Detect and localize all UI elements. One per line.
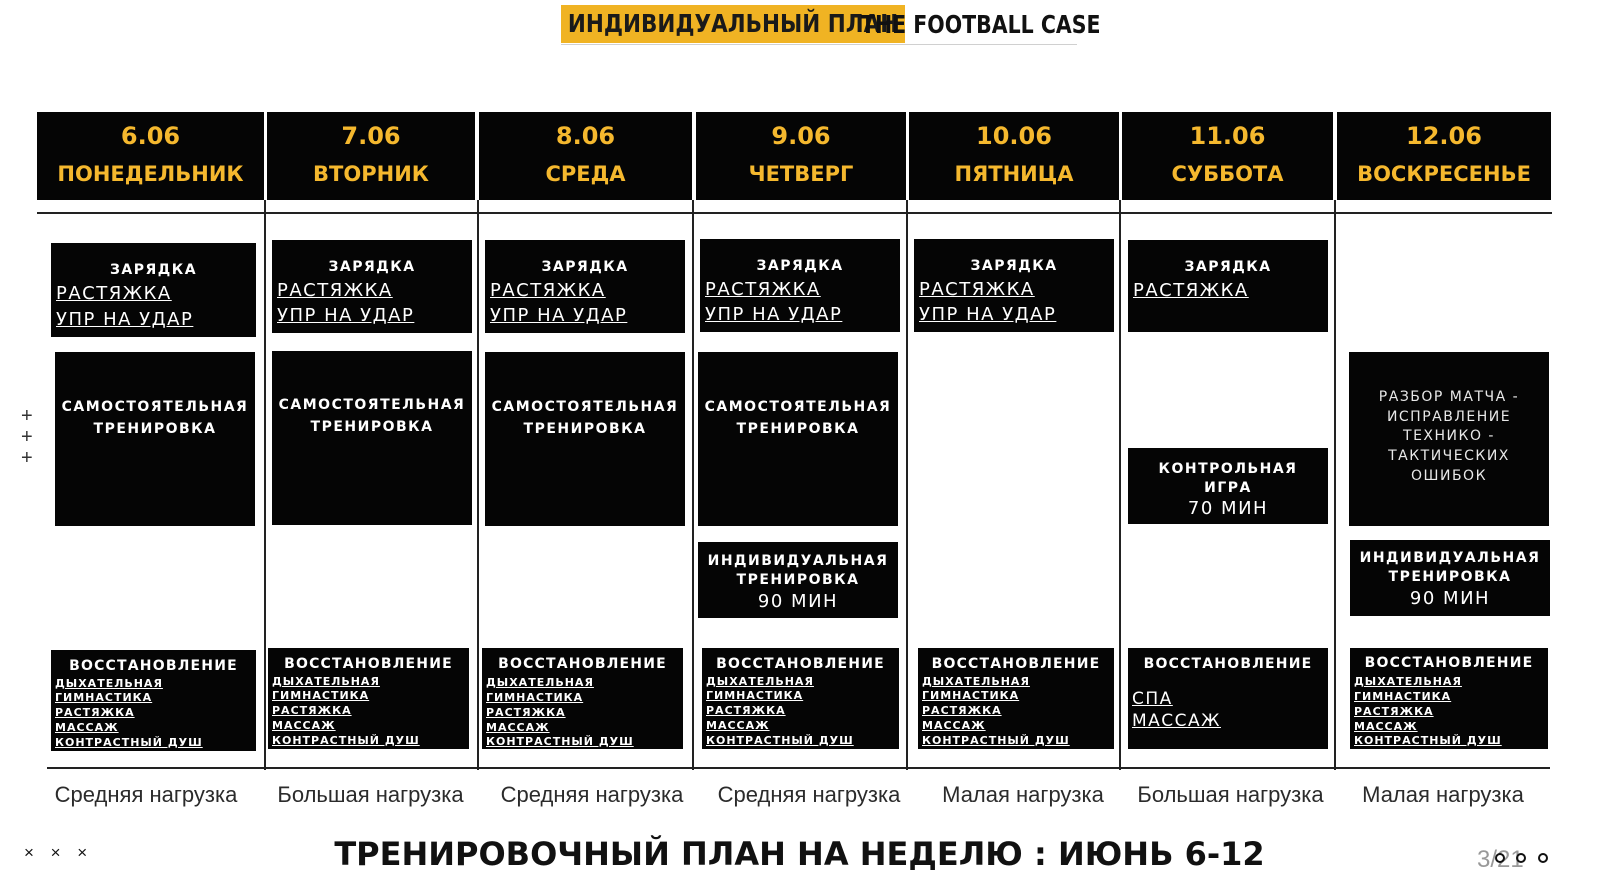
self-training-line1: САМОСТОЯТЕЛЬНАЯ (491, 399, 679, 415)
recovery-item: РАСТЯЖКА (922, 704, 1002, 717)
recovery-item: ГИМНАСТИКА (272, 689, 370, 702)
column-divider (692, 200, 694, 770)
recovery-item: РАСТЯЖКА (1354, 705, 1434, 718)
load-label-tue: Большая нагрузка (277, 782, 464, 807)
recovery-item: КОНТРАСТНЫЙ ДУШ (272, 734, 420, 747)
analysis-line2: ИСПРАВЛЕНИЕ (1386, 409, 1512, 425)
self-training-line2: ТРЕНИРОВКА (523, 421, 647, 437)
self-training-line1: САМОСТОЯТЕЛЬНАЯ (704, 399, 892, 415)
banner-underline (561, 44, 1077, 45)
individual-training-card-thu (698, 542, 898, 618)
day-date: 12.06 (1406, 122, 1482, 150)
match-analysis-card (1349, 352, 1549, 526)
individual-training-card-sun (1350, 540, 1550, 616)
recovery-item: ДЫХАТЕЛЬНАЯ (272, 675, 380, 688)
individual-duration: 90 МИН (1409, 588, 1491, 609)
self-training-line2: ТРЕНИРОВКА (93, 421, 217, 437)
recovery-item: КОНТРАСТНЫЙ ДУШ (486, 735, 634, 748)
day-name: ВТОРНИК (313, 162, 429, 186)
warmup-title: ЗАРЯДКА (109, 262, 198, 278)
load-label-sat: Большая нагрузка (1137, 782, 1324, 807)
recovery-item: ГИМНАСТИКА (486, 691, 584, 704)
control-game-card (1128, 448, 1328, 524)
warmup-card-tue (272, 240, 472, 333)
individual-line1: ИНДИВИДУАЛЬНАЯ (1359, 550, 1541, 566)
decorative-cross-icons: × × × (24, 843, 94, 862)
banner-highlight: ИНДИВИДУАЛЬНЫЙ ПЛАН (561, 5, 905, 43)
day-name: ЧЕТВЕРГ (748, 162, 854, 186)
recovery-item: КОНТРАСТНЫЙ ДУШ (922, 734, 1070, 747)
self-training-line2: ТРЕНИРОВКА (310, 419, 434, 435)
load-label-mon: Средняя нагрузка (54, 782, 238, 807)
recovery-item: ГИМНАСТИКА (55, 691, 153, 704)
control-game-line1: КОНТРОЛЬНАЯ (1158, 461, 1298, 477)
recovery-item: МАССАЖ (486, 721, 550, 734)
recovery-item: ДЫХАТЕЛЬНАЯ (1354, 675, 1462, 688)
recovery-item: МАССАЖ (272, 719, 336, 732)
warmup-stretch: РАСТЯЖКА (277, 280, 393, 301)
warmup-kick: УПР НА УДАР (919, 304, 1057, 325)
recovery-item: МАССАЖ (1354, 720, 1418, 733)
recovery-title: ВОССТАНОВЛЕНИЕ (498, 656, 667, 672)
recovery-card-sat (1128, 648, 1328, 749)
load-label-sun: Малая нагрузка (1362, 782, 1524, 807)
nav-dot-icon[interactable] (1538, 853, 1548, 863)
warmup-kick: УПР НА УДАР (705, 304, 843, 325)
recovery-item: МАССАЖ (706, 719, 770, 732)
day-date: 11.06 (1189, 122, 1266, 150)
analysis-line5: ОШИБОК (1410, 468, 1488, 484)
recovery-item: ГИМНАСТИКА (922, 689, 1020, 702)
day-date: 9.06 (771, 122, 831, 150)
warmup-stretch: РАСТЯЖКА (705, 279, 821, 300)
title-banner (561, 5, 1101, 43)
day-header-thu (696, 112, 906, 200)
day-header-mon (37, 112, 264, 200)
day-name: СУББОТА (1171, 162, 1284, 186)
recovery-card-wed (482, 648, 683, 749)
grid-bottom-line (47, 767, 1550, 769)
plus-icon: + (21, 405, 33, 427)
individual-duration: 90 МИН (757, 591, 839, 612)
day-name: ВОСКРЕСЕНЬЕ (1357, 162, 1531, 186)
warmup-card-mon (51, 243, 256, 337)
column-divider (1334, 200, 1336, 770)
recovery-item: ДЫХАТЕЛЬНАЯ (486, 676, 594, 689)
load-label-thu: Средняя нагрузка (717, 782, 901, 807)
day-header-sat (1122, 112, 1333, 200)
warmup-card-sat (1128, 240, 1328, 332)
warmup-kick: УПР НА УДАР (277, 305, 415, 326)
recovery-item: КОНТРАСТНЫЙ ДУШ (1354, 734, 1502, 747)
warmup-card-thu (700, 239, 900, 332)
recovery-card-sun (1350, 648, 1548, 749)
recovery-item: ДЫХАТЕЛЬНАЯ (55, 677, 163, 690)
day-name: ПЯТНИЦА (954, 162, 1074, 186)
self-training-card-wed (485, 352, 685, 526)
day-header-tue (267, 112, 475, 200)
day-date: 6.06 (120, 122, 181, 150)
warmup-card-fri (914, 239, 1114, 332)
warmup-stretch: РАСТЯЖКА (919, 279, 1035, 300)
column-divider (477, 200, 479, 770)
self-training-line2: ТРЕНИРОВКА (736, 421, 860, 437)
warmup-kick: УПР НА УДАР (490, 305, 628, 326)
self-training-card-thu (698, 352, 898, 526)
recovery-item: ГИМНАСТИКА (1354, 690, 1452, 703)
day-date: 7.06 (341, 122, 401, 150)
warmup-title: ЗАРЯДКА (1184, 259, 1272, 275)
recovery-item: РАСТЯЖКА (706, 704, 786, 717)
column-divider (1119, 200, 1121, 770)
load-label-fri: Малая нагрузка (942, 782, 1104, 807)
recovery-item: РАСТЯЖКА (486, 706, 566, 719)
footer-title: ТРЕНИРОВОЧНЫЙ ПЛАН НА НЕДЕЛЮ : ИЮНЬ 6-12 (334, 835, 1265, 873)
warmup-title: ЗАРЯДКА (756, 258, 844, 274)
warmup-title: ЗАРЯДКА (970, 258, 1058, 274)
self-training-line1: САМОСТОЯТЕЛЬНАЯ (278, 397, 466, 413)
page-number: 3/21 (1477, 846, 1524, 873)
column-divider (264, 200, 266, 770)
individual-line2: ТРЕНИРОВКА (736, 572, 860, 588)
recovery-card-fri (918, 648, 1114, 749)
warmup-title: ЗАРЯДКА (541, 259, 629, 275)
column-divider (906, 200, 908, 770)
recovery-card-tue (268, 648, 469, 749)
banner-brand: THE FOOTBALL CASE (861, 9, 1101, 39)
warmup-stretch: РАСТЯЖКА (56, 283, 172, 304)
self-training-line1: САМОСТОЯТЕЛЬНАЯ (61, 399, 249, 415)
recovery-title: ВОССТАНОВЛЕНИЕ (284, 656, 453, 672)
recovery-item: ДЫХАТЕЛЬНАЯ (922, 675, 1030, 688)
day-header-sun (1337, 112, 1551, 200)
load-label-wed: Средняя нагрузка (500, 782, 684, 807)
recovery-title: ВОССТАНОВЛЕНИЕ (69, 658, 238, 674)
day-date: 10.06 (976, 122, 1052, 150)
recovery-spa: СПА (1132, 689, 1173, 709)
recovery-title: ВОССТАНОВЛЕНИЕ (1143, 656, 1313, 672)
recovery-title: ВОССТАНОВЛЕНИЕ (1364, 655, 1534, 671)
recovery-item: ГИМНАСТИКА (706, 689, 804, 702)
day-header-wed (479, 112, 692, 200)
recovery-item: МАССАЖ (55, 721, 119, 734)
individual-line1: ИНДИВИДУАЛЬНАЯ (707, 553, 889, 569)
warmup-stretch: РАСТЯЖКА (490, 280, 606, 301)
analysis-line1: РАЗБОР МАТЧА - (1378, 389, 1520, 405)
recovery-item: ДЫХАТЕЛЬНАЯ (706, 675, 814, 688)
day-name: ПОНЕДЕЛЬНИК (57, 162, 244, 186)
recovery-item: РАСТЯЖКА (55, 706, 135, 719)
recovery-card-mon (51, 650, 256, 751)
recovery-massage: МАССАЖ (1132, 711, 1221, 731)
control-game-line2: ИГРА (1204, 480, 1252, 496)
analysis-line3: ТЕХНИКО - (1403, 428, 1495, 444)
warmup-stretch: РАСТЯЖКА (1133, 280, 1249, 301)
warmup-title: ЗАРЯДКА (328, 259, 416, 275)
plus-icon: + (21, 426, 33, 448)
plus-icon: + (21, 447, 33, 469)
recovery-item: КОНТРАСТНЫЙ ДУШ (55, 736, 203, 749)
recovery-item: МАССАЖ (922, 719, 986, 732)
nav-dot-icon[interactable] (1516, 853, 1526, 863)
warmup-card-wed (485, 240, 685, 333)
nav-dot-icon[interactable] (1495, 853, 1505, 863)
recovery-title: ВОССТАНОВЛЕНИЕ (716, 656, 885, 672)
recovery-card-thu (702, 648, 899, 749)
day-date: 8.06 (555, 122, 616, 150)
day-name: СРЕДА (545, 162, 626, 186)
self-training-card-mon (55, 352, 255, 526)
day-header-fri (909, 112, 1119, 200)
individual-line2: ТРЕНИРОВКА (1388, 569, 1512, 585)
recovery-item: КОНТРАСТНЫЙ ДУШ (706, 734, 854, 747)
recovery-title: ВОССТАНОВЛЕНИЕ (931, 656, 1101, 672)
analysis-line4: ТАКТИЧЕСКИХ (1388, 448, 1510, 464)
self-training-card-tue (272, 351, 472, 525)
recovery-item: РАСТЯЖКА (272, 704, 352, 717)
warmup-kick: УПР НА УДАР (56, 309, 194, 330)
control-game-duration: 70 МИН (1187, 498, 1269, 519)
